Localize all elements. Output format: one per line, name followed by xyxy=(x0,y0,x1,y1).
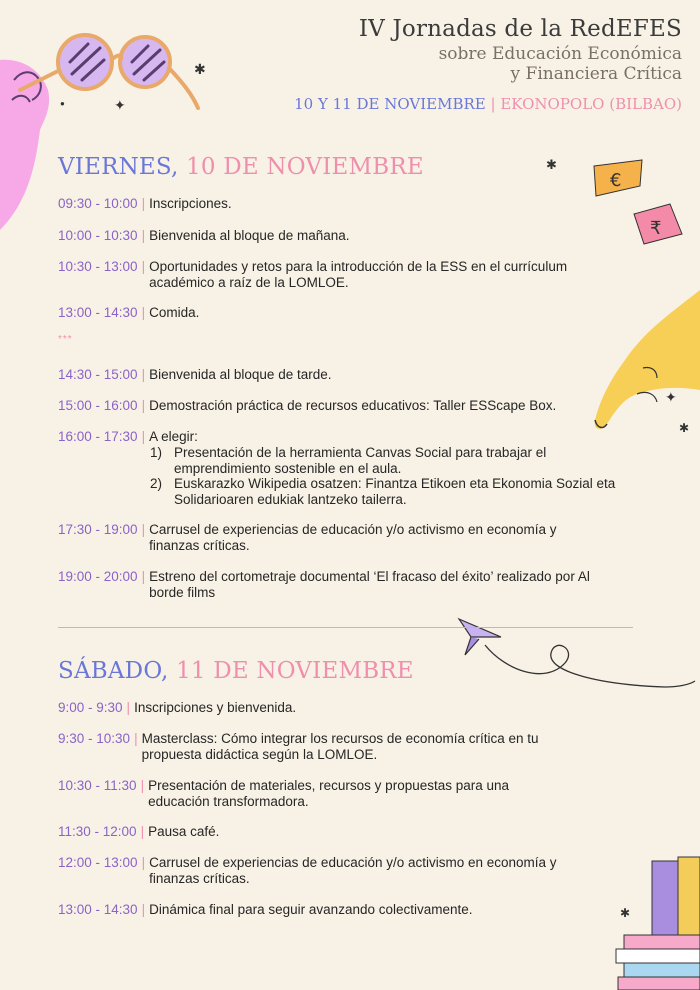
row-time: 13:00 - 14:30 xyxy=(58,902,138,917)
row-time: 15:00 - 16:00 xyxy=(58,398,138,413)
svg-text:₹: ₹ xyxy=(650,218,662,239)
section-divider xyxy=(58,627,633,628)
row-text: Bienvenida al bloque de tarde. xyxy=(149,367,332,382)
row-text: Inscripciones y bienvenida. xyxy=(134,700,297,715)
svg-text:✦: ✦ xyxy=(665,389,677,405)
row-time: 19:00 - 20:00 xyxy=(58,569,138,584)
event-date-venue xyxy=(294,94,682,114)
schedule-row: 9:00 - 9:30 | Inscripciones y bienvenida. xyxy=(58,700,297,715)
books-stack-icon xyxy=(612,855,700,990)
option-number: 2) xyxy=(150,476,163,491)
schedule-row: 11:30 - 12:00 | Pausa café. xyxy=(58,824,220,839)
row-text: Bienvenida al bloque de mañana. xyxy=(149,228,350,243)
row-time: 12:00 - 13:00 xyxy=(58,855,138,870)
row-text: Carrusel de experiencias de educación y/o activismo en economía y finanzas críticas. xyxy=(149,855,557,886)
row-text: Presentación de materiales, recursos y propuestas para una educación transformadora. xyxy=(148,778,510,809)
row-time: 9:30 - 10:30 xyxy=(58,731,131,746)
schedule-row: 9:30 - 10:30 | Masterclass: Cómo integrar los recursos de economía crítica en tu propuesta didáctica según la LOMLOE. xyxy=(58,731,582,762)
event-subtitle-2: y Financiera Crítica xyxy=(510,64,682,84)
separator: | xyxy=(490,95,496,113)
row-text: Estreno del cortometraje documental ‘El fracaso del éxito’ realizado por Al borde films xyxy=(149,569,590,600)
schedule-row: 09:30 - 10:00 | Inscripciones. xyxy=(58,196,232,211)
row-text: Masterclass: Cómo integrar los recursos de economía crítica en tu propuesta didáctica según la LOMLOE. xyxy=(141,731,539,762)
svg-text:✱: ✱ xyxy=(620,906,631,920)
list-item xyxy=(150,476,630,507)
schedule-row: 10:00 - 10:30 | Bienvenida al bloque de mañana. xyxy=(58,228,350,243)
option-list xyxy=(150,445,630,507)
event-dates: 10 Y 11 DE NOVIEMBRE xyxy=(294,95,486,113)
row-time: 17:30 - 19:00 xyxy=(58,522,138,537)
schedule-row: 16:00 - 17:30 | A elegir: xyxy=(58,429,198,444)
row-text: A elegir: xyxy=(149,429,198,444)
schedule-row: 12:00 - 13:00 | Carrusel de experiencias de educación y/o activismo en economía y finanzas críticas. xyxy=(58,855,589,886)
row-time: 16:00 - 17:30 xyxy=(58,429,138,444)
option-number: 1) xyxy=(150,445,163,460)
rupee-bill-icon xyxy=(630,200,690,250)
euro-bill-icon xyxy=(588,156,648,201)
svg-text:✦: ✦ xyxy=(114,97,126,113)
svg-text:✱: ✱ xyxy=(194,61,206,77)
schedule-row: 13:00 - 14:30 | Dinámica final para seguir avanzando colectivamente. xyxy=(58,902,473,917)
row-time: 10:30 - 11:30 xyxy=(58,778,137,793)
option-text: Euskarazko Wikipedia osatzen: Finantza Etikoen eta Ekonomia Sozial eta Solidarioaren edukiak lantzeko tailerra. xyxy=(174,476,616,507)
event-venue: EKONOPOLO (BILBAO) xyxy=(500,95,682,113)
row-text: Comida. xyxy=(149,305,200,320)
sparkle-icon xyxy=(544,156,560,172)
schedule-row: 19:00 - 20:00 | Estreno del cortometraje documental ‘El fracaso del éxito’ realizado por Al borde films xyxy=(58,569,604,600)
schedule-row: 14:30 - 15:00 | Bienvenida al bloque de tarde. xyxy=(58,367,332,382)
saturday-date: 11 DE NOVIEMBRE xyxy=(176,658,414,684)
friday-heading xyxy=(58,152,424,182)
friday-date: 10 DE NOVIEMBRE xyxy=(186,154,424,180)
row-text: Pausa café. xyxy=(148,824,220,839)
saturday-day: SÁBADO, xyxy=(58,658,169,684)
schedule-row: 17:30 - 19:00 | Carrusel de experiencias de educación y/o activismo en economía y finanzas críticas. xyxy=(58,522,589,553)
pointing-hand-icon xyxy=(585,290,700,440)
event-title: IV Jornadas de la RedEFES xyxy=(358,16,682,42)
option-text: Presentación de la herramienta Canvas Social para trabajar el emprendimiento sostenible en el aula. xyxy=(174,445,547,476)
row-text: Dinámica final para seguir avanzando colectivamente. xyxy=(149,902,473,917)
section-stars: *** xyxy=(58,334,73,345)
schedule-row: 15:00 - 16:00 | Demostración práctica de recursos educativos: Taller ESScape Box. xyxy=(58,398,557,413)
row-text: Inscripciones. xyxy=(149,196,232,211)
event-subtitle-1: sobre Educación Económica xyxy=(438,44,682,64)
row-time: 14:30 - 15:00 xyxy=(58,367,138,382)
svg-text:€: € xyxy=(610,170,622,191)
saturday-heading xyxy=(58,656,414,686)
event-header xyxy=(294,14,682,114)
row-time: 13:00 - 14:30 xyxy=(58,305,138,320)
row-time: 09:30 - 10:00 xyxy=(58,196,138,211)
list-item xyxy=(150,445,630,476)
svg-text:✱: ✱ xyxy=(546,157,557,172)
svg-text:✱: ✱ xyxy=(679,421,690,435)
row-time: 11:30 - 12:00 xyxy=(58,824,137,839)
schedule-row: 10:30 - 11:30 | Presentación de materiales, recursos y propuestas para una educación transformadora. xyxy=(58,778,548,809)
row-time: 10:00 - 10:30 xyxy=(58,228,138,243)
schedule-row: 13:00 - 14:30 | Comida. xyxy=(58,305,200,320)
row-time: 10:30 - 13:00 xyxy=(58,259,138,274)
row-text: Demostración práctica de recursos educativos: Taller ESScape Box. xyxy=(149,398,557,413)
row-time: 9:00 - 9:30 xyxy=(58,700,123,715)
row-text: Oportunidades y retos para la introducción de la ESS en el currículum académico a raíz de la LOMLOE. xyxy=(149,259,568,290)
friday-day: VIERNES, xyxy=(58,154,179,180)
svg-text:●: ● xyxy=(60,99,65,108)
row-text: Carrusel de experiencias de educación y/o activismo en economía y finanzas críticas. xyxy=(149,522,557,553)
schedule-row: 10:30 - 13:00 | Oportunidades y retos para la introducción de la ESS en el currículum académico a raíz de la LOMLOE. xyxy=(58,259,609,290)
